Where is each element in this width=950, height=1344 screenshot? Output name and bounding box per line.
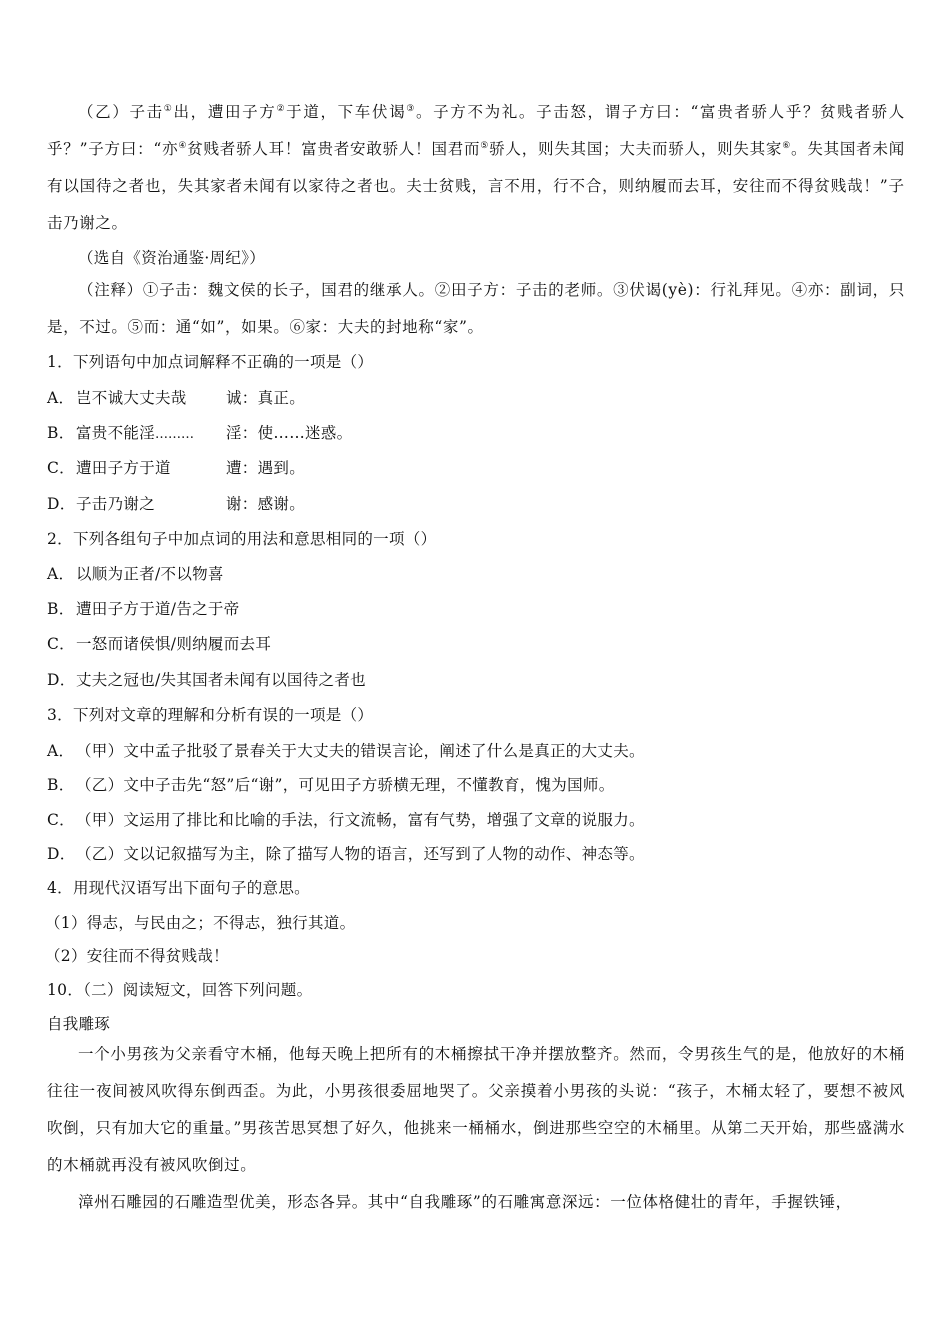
option-label: B． xyxy=(47,776,75,794)
option-text: 遭田子方于道 xyxy=(76,459,171,477)
option-label: C． xyxy=(47,459,75,477)
q2-option-a xyxy=(47,564,224,584)
option-text: 岂不诚大丈夫哉 xyxy=(76,389,187,407)
footnote-marker: ② xyxy=(276,104,287,114)
option-text: 一怒而诸侯惧/则纳履而去耳 xyxy=(76,635,272,653)
passage-b-source: （选自《资治通鉴·周纪》） xyxy=(78,249,266,267)
option-label: B． xyxy=(47,424,75,442)
option-label: D． xyxy=(47,495,76,513)
option-label: A． xyxy=(47,389,75,407)
option-text: 富贵不能淫 xyxy=(76,424,156,442)
option-gloss: 谢：感谢。 xyxy=(226,495,306,513)
q4-item-1: （1）得志，与民由之；不得志，独行其道。 xyxy=(45,914,356,932)
option-label: C． xyxy=(47,811,75,829)
footnote-marker: ⑥ xyxy=(782,141,792,151)
passage-b-text: （乙）子击①出，遭田子方②于道，下车伏谒③。子方不为礼。子击怒，谓子方曰：“富贵者骄人乎？贫贱者骄人乎？”子方曰：“亦④贫贱者骄人耳！富贵者安敢骄人！国君而⑤骄人，则失其国；大夫而骄人，则失其家⑥。失其国者未闻有以国待之者也，失其家者未闻有以家待之者也。夫士贫贱，言不用，行不合，则纳履而去耳，安往而不得贫贱哉！”子击乃谢之。 xyxy=(47,103,905,232)
option-text: （乙）文以记叙描写为主，除了描写人物的语言，还写到了人物的动作、神态等。 xyxy=(76,845,645,863)
q2-option-c xyxy=(47,634,271,654)
option-label: A． xyxy=(47,742,75,760)
option-text: 遭田子方于道/告之于帝 xyxy=(76,600,240,618)
q1-stem: 1．下列语句中加点词解释不正确的一项是（） xyxy=(47,353,374,371)
q3-stem: 3．下列对文章的理解和分析有误的一项是（） xyxy=(47,706,374,724)
q10-stem: 10．（二）阅读短文，回答下列问题。 xyxy=(47,981,313,999)
passage-b-paragraph xyxy=(47,94,905,242)
q2-stem: 2．下列各组句子中加点词的用法和意思相同的一项（） xyxy=(47,530,437,548)
option-text: （甲）文中孟子批驳了景春关于大丈夫的错误言论，阐述了什么是真正的大丈夫。 xyxy=(76,742,645,760)
footnote-marker: ⑤ xyxy=(480,141,490,151)
option-text: 子击乃谢之 xyxy=(76,495,156,513)
option-gloss: 淫：使……迷惑。 xyxy=(226,424,353,442)
option-label: A． xyxy=(47,565,75,583)
option-label: C． xyxy=(47,635,75,653)
emphasis-dots: ……… xyxy=(155,427,195,442)
passage-b-notes: （注释）①子击：魏文侯的长子，国君的继承人。②田子方：子击的老师。③伏谒(yè)：行礼拜见。④亦：副词，只是，不过。⑤而：通“如”，如果。⑥家：大夫的封地称“家”。 xyxy=(47,281,905,336)
footnote-marker: ④ xyxy=(178,141,188,151)
article-paragraph-1: 一个小男孩为父亲看守木桶，他每天晚上把所有的木桶擦拭干净并摆放整齐。然而，令男孩生气的是，他放好的木桶往往一夜间被风吹得东倒西歪。为此，小男孩很委屈地哭了。父亲摸着小男孩的头说：“孩子，木桶太轻了，要想不被风吹倒，只有加大它的重量。”男孩苦思冥想了好久，他挑来一桶桶水，倒进那些空空的木桶里。从第二天开始，那些盛满水的木桶就再没有被风吹倒过。 xyxy=(47,1045,905,1174)
q2-option-d xyxy=(47,670,366,690)
q1-option-b xyxy=(47,423,353,445)
option-gloss: 诚：真正。 xyxy=(226,389,306,407)
q1-option-d xyxy=(47,494,306,514)
q3-option-b xyxy=(47,775,615,795)
option-text: （甲）文运用了排比和比喻的手法，行文流畅，富有气势，增强了文章的说服力。 xyxy=(76,811,645,829)
footnote-marker: ③ xyxy=(406,104,416,114)
q4-stem: 4．用现代汉语写出下面句子的意思。 xyxy=(47,879,310,897)
q2-option-b xyxy=(47,599,240,619)
option-gloss: 遭：遇到。 xyxy=(226,459,306,477)
q1-option-c xyxy=(47,458,306,478)
article-title: 自我雕琢 xyxy=(47,1015,111,1033)
option-text: 以顺为正者/不以物喜 xyxy=(76,565,224,583)
q3-option-a xyxy=(47,741,645,761)
option-text: （乙）文中子击先“怒”后“谢”，可见田子方骄横无理，不懂教育，愧为国师。 xyxy=(76,776,615,794)
option-text: 丈夫之冠也/失其国者未闻有以国待之者也 xyxy=(76,671,366,689)
footnote-marker: ① xyxy=(163,104,174,114)
option-label: D． xyxy=(47,845,76,863)
q1-option-a xyxy=(47,388,306,408)
option-label: B． xyxy=(47,600,75,618)
article-paragraph-2: 漳州石雕园的石雕造型优美，形态各异。其中“自我雕琢”的石雕寓意深远：一位体格健壮的青年，手握铁锤， xyxy=(78,1193,852,1211)
q3-option-d xyxy=(47,844,645,864)
q3-option-c xyxy=(47,810,645,830)
q4-item-2: （2）安往而不得贫贱哉！ xyxy=(45,947,229,965)
option-label: D． xyxy=(47,671,76,689)
